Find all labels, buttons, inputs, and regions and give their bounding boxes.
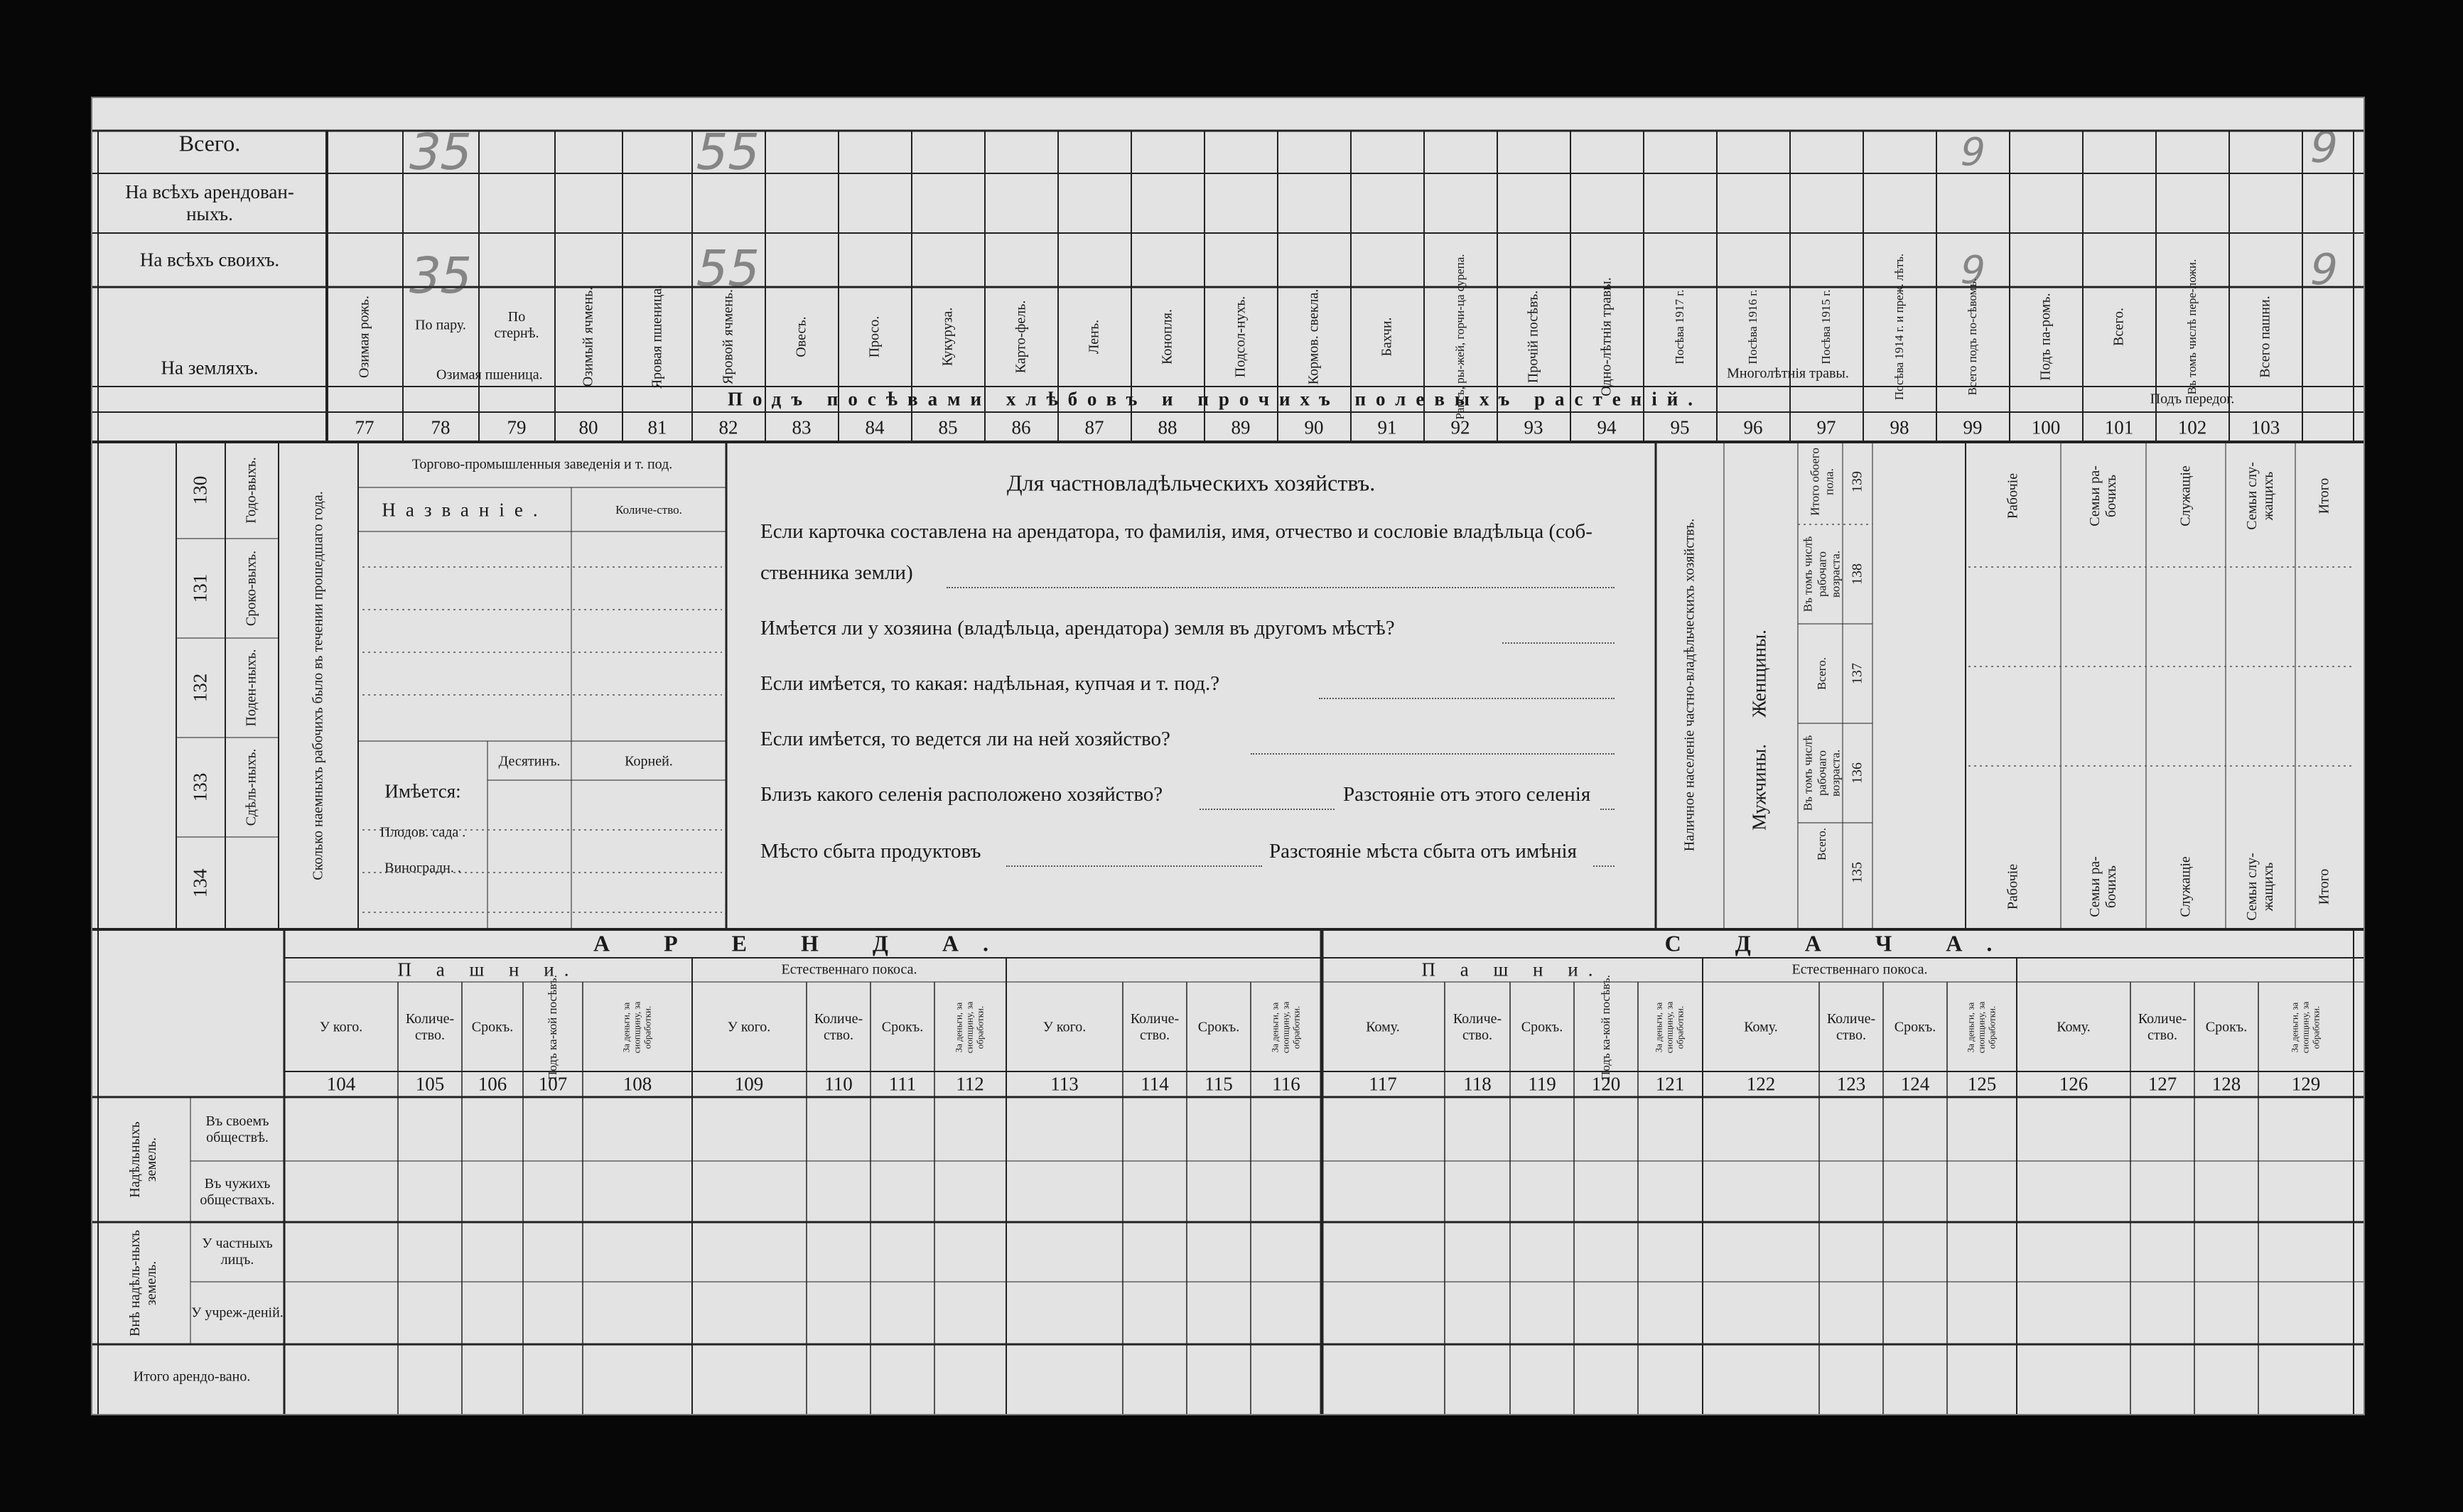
cat-bottom-total: Итого <box>2316 868 2332 905</box>
col-header-91: Бахчи. <box>1379 317 1395 357</box>
col-header-78: По пару. <box>415 317 466 333</box>
lnum-124: 124 <box>1900 1073 1930 1095</box>
lin-h-115: Срокъ. <box>1197 1019 1240 1035</box>
lin-h-109: У кого. <box>727 1019 771 1035</box>
lnum-107: 107 <box>538 1073 568 1095</box>
answer-line-village[interactable] <box>1200 809 1335 810</box>
hired-workers-caption: Сколько наемныхъ рабочихъ было въ течении прошедшаго года. <box>310 491 326 880</box>
colnum-98: 98 <box>1890 416 1909 438</box>
lout-h-128: Срокъ. <box>2205 1019 2248 1035</box>
lin-h-111: Срокъ. <box>881 1019 924 1035</box>
trade-col-name: Названіе. <box>382 499 548 521</box>
group-non-allotment-lands: Внѣ надѣль-ныхъ земель. <box>127 1230 159 1336</box>
col-header-93: Прочій посѣвъ. <box>1525 290 1541 384</box>
question-land-type: Если имѣется, то какая: надѣльная, купчая и т. под.? <box>760 672 1220 695</box>
colnum-86: 86 <box>1011 416 1031 438</box>
perelog-group-label: Подъ передог. <box>2150 391 2235 407</box>
lnum-110: 110 <box>824 1073 853 1095</box>
lout-h-124: Срокъ. <box>1894 1019 1936 1035</box>
lnum-122: 122 <box>1746 1073 1776 1095</box>
cat-top-employee-families: Семьи слу-жащихъ <box>2244 462 2276 530</box>
lin-h-107: Подъ ка-кой посѣвъ. <box>546 975 560 1080</box>
pop-num-138: 138 <box>1849 563 1865 585</box>
col-header-101: Всего. <box>2111 307 2127 347</box>
lnum-129: 129 <box>2291 1073 2321 1095</box>
sowing-band-title: Подъ посѣвами хлѣбовъ и прочихъ полевыхъ растеній. <box>727 388 1703 410</box>
lin-h-116: За деньги, за сиопщину, за обработки. <box>1269 1001 1302 1054</box>
census-card <box>91 97 2365 1415</box>
lnum-106: 106 <box>478 1073 507 1095</box>
colnum-91: 91 <box>1377 416 1397 438</box>
cat-top-worker-families: Семьи ра-бочихъ <box>2087 465 2119 526</box>
colnum-77: 77 <box>355 416 374 438</box>
lnum-121: 121 <box>1655 1073 1685 1095</box>
answer-line-owner[interactable] <box>947 587 1615 588</box>
handwritten-own-82: 55 <box>690 239 767 298</box>
colnum-99: 99 <box>1963 416 1983 438</box>
handwritten-own-78: 35 <box>402 247 479 305</box>
question-farming: Если имѣется, то ведется ли на ней хозяйство? <box>760 728 1170 750</box>
lease-out-meadow: Естественнаго покоса. <box>1791 961 1928 978</box>
women-label: Женщины. <box>1748 630 1770 718</box>
answer-line-village-distance[interactable] <box>1600 809 1615 810</box>
lout-h-118: Количе-ство. <box>1453 1011 1502 1043</box>
lnum-117: 117 <box>1369 1073 1397 1095</box>
cat-top-workers: Рабочіе <box>2005 472 2021 519</box>
col-header-88: Конопля. <box>1159 309 1175 364</box>
lnum-126: 126 <box>2059 1073 2089 1095</box>
col-header-94: Одно-лѣтнія травы. <box>1598 277 1615 396</box>
lout-h-129: За деньги, за сиопщину, за обработки. <box>2289 1001 2322 1054</box>
private-estates-title: Для частновладѣльческихъ хозяйствъ. <box>1006 470 1376 496</box>
row-label-lands: На земляхъ. <box>161 357 259 379</box>
answer-line-market-distance[interactable] <box>1593 865 1615 867</box>
col-header-80: Озимый ячмень. <box>580 286 596 387</box>
lout-h-121: За деньги, за сиопщину, за обработки. <box>1653 1001 1686 1054</box>
lin-h-110: Количе-ство. <box>814 1011 863 1043</box>
col-header-81: Яровая пшеница. <box>649 284 665 389</box>
lnum-125: 125 <box>1967 1073 1997 1095</box>
col-header-97: Посѣва 1915 г. <box>1819 289 1833 364</box>
grasses-group-label: Многолѣтнія травы. <box>1727 365 1849 382</box>
worker-label-term: Сроко-выхъ. <box>243 550 259 627</box>
col-header-103: Всего пашни. <box>2257 296 2273 378</box>
pop-num-139: 139 <box>1849 471 1865 492</box>
question-market-distance: Разстояніе мѣста сбыта отъ имѣнія <box>1269 840 1577 863</box>
answer-line-market[interactable] <box>1006 865 1262 867</box>
row-label-total: Всего. <box>178 130 241 156</box>
colnum-79: 79 <box>507 416 527 438</box>
col-header-86: Карто-фель. <box>1013 300 1029 374</box>
lnum-118: 118 <box>1463 1073 1492 1095</box>
worker-label-annual: Годо-выхъ. <box>243 457 259 524</box>
lnum-105: 105 <box>415 1073 445 1095</box>
lnum-113: 113 <box>1050 1073 1079 1095</box>
question-owner-line2: ственника земли) <box>760 561 913 584</box>
col-header-90: Кормов. свекла. <box>1305 288 1322 385</box>
cat-top-total: Итого <box>2316 477 2332 514</box>
colnum-78: 78 <box>431 416 451 438</box>
men-total-label: Всего. <box>1815 828 1829 860</box>
question-market-place: Мѣсто сбыта продуктовъ <box>760 840 981 863</box>
handwritten-total-99: 9 <box>1956 129 1990 175</box>
row-private-persons: У частныхъ лицъ. <box>202 1236 273 1268</box>
women-working-age-label: Въ томъ числѣ рабочаго возраста. <box>1801 536 1843 612</box>
lease-out-title: С Д А Ч А. <box>1664 930 2017 956</box>
women-total-label: Всего. <box>1815 657 1829 690</box>
colnum-102: 102 <box>2177 416 2207 438</box>
col-header-98: Посѣва 1914 г. и преж. лѣтъ. <box>1892 253 1907 401</box>
lease-out-arable: П а ш н и. <box>1421 958 1603 981</box>
lnum-112: 112 <box>956 1073 984 1095</box>
group-allotment-lands: Надѣльныхъ земель. <box>127 1121 159 1198</box>
answer-line-farming[interactable] <box>1251 753 1615 755</box>
lnum-120: 120 <box>1591 1073 1621 1095</box>
colnum-97: 97 <box>1816 416 1836 438</box>
lnum-109: 109 <box>734 1073 764 1095</box>
colnum-88: 88 <box>1158 416 1177 438</box>
answer-line-other-land[interactable] <box>1502 642 1615 644</box>
col-header-92: Рапсъ, ры-жей, горчи-ца сурепа. <box>1453 254 1467 420</box>
handwritten-total-103: 9 <box>2305 123 2343 173</box>
both-sexes-total-label: Итого обоего пола. <box>1808 448 1836 516</box>
lout-h-125: За деньги, за сиопщину, за обработки. <box>1965 1001 1998 1054</box>
lin-h-112: За деньги, за сиопщину, за обработки. <box>953 1001 986 1054</box>
colnum-90: 90 <box>1304 416 1324 438</box>
lin-h-104: У кого. <box>319 1019 363 1035</box>
pop-num-137: 137 <box>1849 663 1865 684</box>
answer-line-land-type[interactable] <box>1319 698 1615 699</box>
col-header-95: Посѣва 1917 г. <box>1673 289 1687 364</box>
col-header-79: По стернѣ. <box>494 309 539 341</box>
colnum-87: 87 <box>1084 416 1104 438</box>
trade-title: Торгово-промышленныя заведенія и т. под. <box>411 456 673 472</box>
colnum-83: 83 <box>792 416 812 438</box>
col-header-83: Овесъ. <box>793 316 809 357</box>
handwritten-own-99: 9 <box>1956 247 1990 293</box>
lin-h-108: За деньги, за сиопщину, за обработки. <box>620 1001 653 1054</box>
lnum-123: 123 <box>1836 1073 1866 1095</box>
lnum-127: 127 <box>2147 1073 2177 1095</box>
lin-h-106: Срокъ. <box>471 1019 514 1035</box>
roots-header: Корней. <box>625 753 673 770</box>
trade-col-qty: Количе-ство. <box>615 503 682 517</box>
question-owner-line1: Если карточка составлена на арендатора, то фамилія, имя, отчество и сословіе владѣльца (соб- <box>760 520 1592 543</box>
lout-h-119: Срокъ. <box>1521 1019 1563 1035</box>
worker-num-133: 133 <box>189 772 211 802</box>
lnum-128: 128 <box>2211 1073 2241 1095</box>
lout-h-122: Кому. <box>1744 1019 1778 1035</box>
lin-h-113: У кого. <box>1042 1019 1087 1035</box>
col-header-77: Озимая рожь. <box>356 295 372 379</box>
lease-in-meadow: Естественнаго покоса. <box>781 961 917 978</box>
col-header-100: Подъ па-ромъ. <box>2037 293 2054 381</box>
handwritten-total-82: 55 <box>690 123 767 181</box>
lin-h-114: Количе-ство. <box>1130 1011 1180 1043</box>
colnum-96: 96 <box>1743 416 1763 438</box>
col-header-99: Всего подъ по-сѣвомъ. <box>1966 278 1980 396</box>
col-header-84: Просо. <box>866 315 883 358</box>
row-institutions: У учреж-деній. <box>191 1305 284 1321</box>
colnum-103: 103 <box>2251 416 2280 438</box>
lout-h-117: Кому. <box>1366 1019 1400 1035</box>
colnum-89: 89 <box>1231 416 1251 438</box>
col-header-89: Подсол-нухъ. <box>1232 296 1249 378</box>
row-other-communities: Въ чужихъ обществахъ. <box>200 1176 275 1208</box>
lout-h-126: Кому. <box>2057 1019 2091 1035</box>
lnum-104: 104 <box>326 1073 356 1095</box>
cat-top-employees: Служащіе <box>2177 465 2194 526</box>
lout-h-127: Количе-ство. <box>2138 1011 2187 1043</box>
cat-bottom-employees: Служащіе <box>2177 856 2194 917</box>
lnum-115: 115 <box>1204 1073 1233 1095</box>
worker-label-daily: Поден-ныхъ. <box>243 649 259 727</box>
cat-bottom-employee-families: Семьи слу-жащихъ <box>2244 853 2276 921</box>
worker-num-130: 130 <box>189 475 211 505</box>
lnum-114: 114 <box>1141 1073 1169 1095</box>
question-near-village: Близъ какого селенія расположено хозяйство? <box>760 783 1163 806</box>
col-header-96: Посѣва 1916 г. <box>1746 289 1760 364</box>
row-label-own: На всѣхъ своихъ. <box>139 249 280 271</box>
vineyard-label: Виноградн. . <box>384 860 461 876</box>
colnum-101: 101 <box>2104 416 2134 438</box>
lin-h-105: Количе-ство. <box>405 1011 455 1043</box>
lnum-108: 108 <box>623 1073 652 1095</box>
col-header-102: Въ томъ числѣ пере-ложи. <box>2185 259 2199 395</box>
colnum-85: 85 <box>938 416 958 438</box>
row-own-community: Въ своемъ обществѣ. <box>205 1113 269 1145</box>
has-label: Имѣется: <box>384 780 461 802</box>
pop-num-135: 135 <box>1849 862 1865 883</box>
lout-h-120: Подъ ка-кой посѣвъ. <box>1599 975 1613 1080</box>
colnum-100: 100 <box>2031 416 2061 438</box>
cat-bottom-workers: Рабочіе <box>2005 863 2021 910</box>
population-caption: Наличное населеніе частно-владѣльческихъ хозяйствъ. <box>1681 518 1698 852</box>
row-label-rented: На всѣхъ арендован-ныхъ. <box>125 180 294 225</box>
worker-num-131: 131 <box>189 573 211 603</box>
colnum-82: 82 <box>718 416 738 438</box>
handwritten-own-103: 9 <box>2305 245 2343 295</box>
question-village-distance: Разстояніе отъ этого селенія <box>1343 783 1591 806</box>
worker-num-132: 132 <box>189 673 211 703</box>
lout-h-123: Количе-ство. <box>1826 1011 1876 1043</box>
handwritten-total-78: 35 <box>402 123 479 181</box>
col-header-85: Кукуруза. <box>939 307 956 367</box>
wheat-group-label: Озимая пшеница. <box>436 367 543 383</box>
men-label: Мужчины. <box>1748 744 1770 831</box>
cat-bottom-worker-families: Семьи ра-бочихъ <box>2087 856 2119 917</box>
dessiatines-header: Десятинъ. <box>498 753 561 770</box>
colnum-81: 81 <box>647 416 667 438</box>
colnum-80: 80 <box>578 416 598 438</box>
garden-label: Плодов. сада . <box>379 824 466 841</box>
col-header-82: Яровой ячмень. <box>720 289 736 384</box>
colnum-95: 95 <box>1670 416 1690 438</box>
lease-in-arable: П а ш н и. <box>397 958 579 981</box>
row-total-leased: Итого арендо-вано. <box>133 1368 251 1385</box>
colnum-94: 94 <box>1597 416 1617 438</box>
col-header-87: Ленъ. <box>1086 319 1102 355</box>
colnum-93: 93 <box>1524 416 1543 438</box>
colnum-92: 92 <box>1450 416 1470 438</box>
lnum-116: 116 <box>1272 1073 1300 1095</box>
colnum-84: 84 <box>865 416 885 438</box>
men-working-age-label: Въ томъ числѣ рабочаго возраста. <box>1801 735 1843 811</box>
lnum-119: 119 <box>1528 1073 1556 1095</box>
question-other-land: Имѣется ли у хозяина (владѣльца, арендатора) земля въ другомъ мѣстѣ? <box>760 617 1395 639</box>
lease-in-title: А Р Е Н Д А. <box>593 930 1013 956</box>
worker-num-134: 134 <box>189 868 211 898</box>
pop-num-136: 136 <box>1849 762 1865 784</box>
worker-label-piecework: Сдѣль-ныхъ. <box>243 748 259 826</box>
lnum-111: 111 <box>888 1073 917 1095</box>
